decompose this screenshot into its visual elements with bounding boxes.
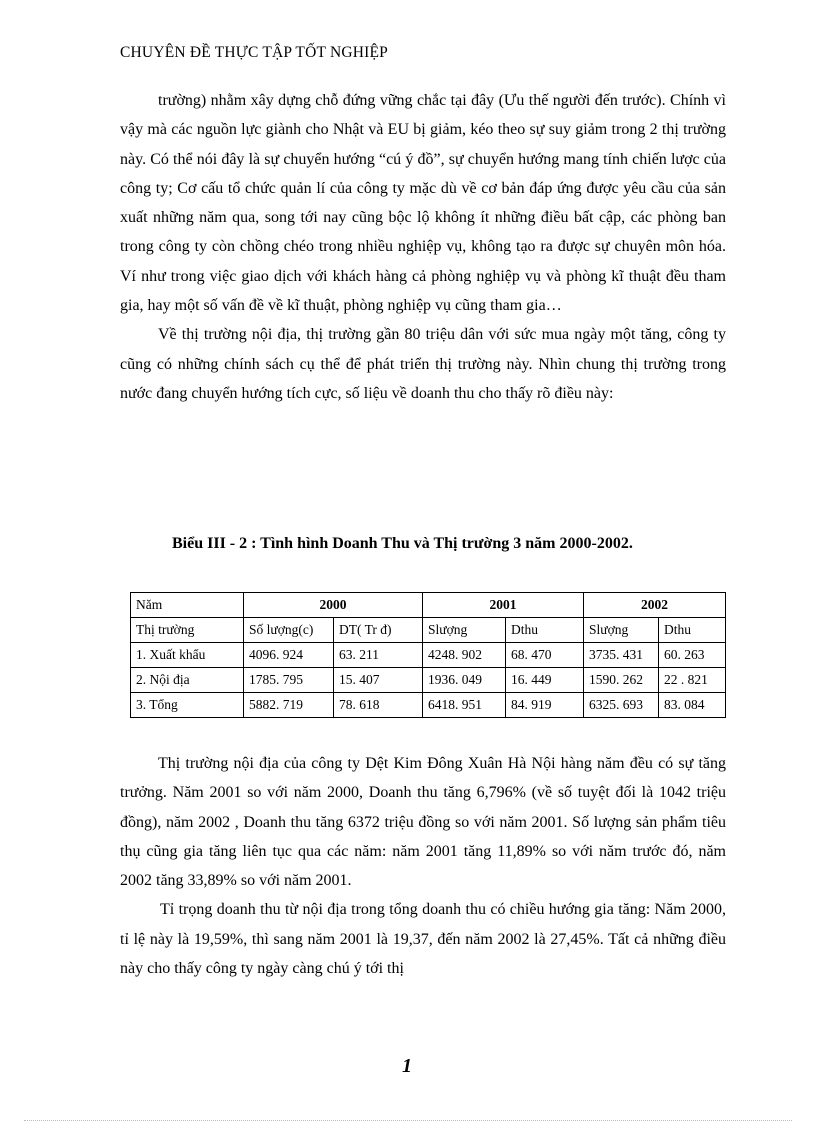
market-label-cell: Thị trường	[131, 618, 244, 643]
table-cell: 6418. 951	[423, 693, 506, 718]
table-subheader: Dthu	[659, 618, 726, 643]
year-2000-header: 2000	[244, 593, 423, 618]
table-caption: Biểu III - 2 : Tình hình Doanh Thu và Thị trường 3 năm 2000-2002.	[172, 535, 633, 552]
table-subheader: Slượng	[423, 618, 506, 643]
table-subheader: DT( Tr đ)	[334, 618, 423, 643]
body-text-top	[120, 86, 726, 408]
footer-divider	[24, 1120, 792, 1121]
table-cell: 1590. 262	[584, 668, 659, 693]
page-header: CHUYÊN ĐỀ THỰC TẬP TỐT NGHIỆP	[120, 44, 388, 61]
table-row	[131, 693, 726, 718]
table-row	[131, 618, 726, 643]
table-row	[131, 668, 726, 693]
paragraph-4: Tỉ trọng doanh thu từ nội địa trong tổng doanh thu có chiều hướng gia tăng: Năm 2000, tỉ lệ này là 19,59%, thì sang năm 2001 là 19,37, đến năm 2002 là 27,45%. Tất cả những điều này cho thấy công ty ngày càng chú ý tới thị	[120, 901, 726, 978]
page-number: 1	[402, 1055, 412, 1077]
table-cell: 83. 084	[659, 693, 726, 718]
paragraph-2: Về thị trường nội địa, thị trường gần 80 triệu dân với sức mua ngày một tăng, công ty cũng có những chính sách cụ thể để phát triển thị trường này. Nhìn chung thị trường trong nước đang chuyển hướng tích cực, số liệu về doanh thu cho thấy rõ điều này:	[120, 326, 726, 402]
table-cell: 16. 449	[506, 668, 584, 693]
row-label: 2. Nội địa	[131, 668, 244, 693]
table-subheader: Dthu	[506, 618, 584, 643]
row-label: 1. Xuất khẩu	[131, 643, 244, 668]
table-row	[131, 643, 726, 668]
table-cell: 3735. 431	[584, 643, 659, 668]
body-text-bottom	[120, 749, 726, 983]
table-cell: 1785. 795	[244, 668, 334, 693]
table-subheader: Số lượng(c)	[244, 618, 334, 643]
year-2002-header: 2002	[584, 593, 726, 618]
year-2001-header: 2001	[423, 593, 584, 618]
table-cell: 15. 407	[334, 668, 423, 693]
row-label: 3. Tổng	[131, 693, 244, 718]
paragraph-3: Thị trường nội địa của công ty Dệt Kim Đông Xuân Hà Nội hàng năm đều có sự tăng trưởng. Năm 2001 so với năm 2000, Doanh thu tăng 6,796% (về số tuyệt đối là 1042 triệu đồng), năm 2002 , Doanh thu tăng 6372 triệu đồng so với năm 2001. Số lượng sản phẩm tiêu thụ cũng gia tăng liên tục qua các năm: năm 2001 tăng 11,89% so với năm trước đó, năm 2002 tăng 33,89% so với năm 2001.	[120, 755, 726, 890]
table-cell: 22 . 821	[659, 668, 726, 693]
table-cell: 60. 263	[659, 643, 726, 668]
table-cell: 68. 470	[506, 643, 584, 668]
table-cell: 5882. 719	[244, 693, 334, 718]
table-subheader: Slượng	[584, 618, 659, 643]
table-cell: 78. 618	[334, 693, 423, 718]
table-cell: 6325. 693	[584, 693, 659, 718]
table-row	[131, 593, 726, 618]
revenue-market-table	[130, 592, 726, 718]
table-cell: 1936. 049	[423, 668, 506, 693]
table-cell: 84. 919	[506, 693, 584, 718]
table-cell: 63. 211	[334, 643, 423, 668]
paragraph-1: trường) nhằm xây dựng chỗ đứng vững chắc tại đây (Ưu thế người đến trước). Chính vì vậy mà các nguồn lực giành cho Nhật và EU bị giảm, kéo theo sự suy giảm trong 2 thị trường này. Có thể nói đây là sự chuyển hướng “cú ý đồ”, sự chuyển hướng mang tính chiến lược của công ty; Cơ cấu tổ chức quản lí của công ty mặc dù về cơ bản đáp ứng được yêu cầu của sản xuất những năm qua, song tới nay cũng bộc lộ không ít những điều bất cập, các phòng ban trong công ty còn chồng chéo trong nhiều nghiệp vụ, không tạo ra được sự chuyên môn hóa. Ví như trong việc giao dịch với khách hàng cả phòng nghiệp vụ và phòng kĩ thuật đều tham gia, hay một số vấn đề về kĩ thuật, phòng nghiệp vụ cũng tham gia…	[120, 92, 726, 315]
year-label-cell: Năm	[131, 593, 244, 618]
table-cell: 4096. 924	[244, 643, 334, 668]
table-cell: 4248. 902	[423, 643, 506, 668]
